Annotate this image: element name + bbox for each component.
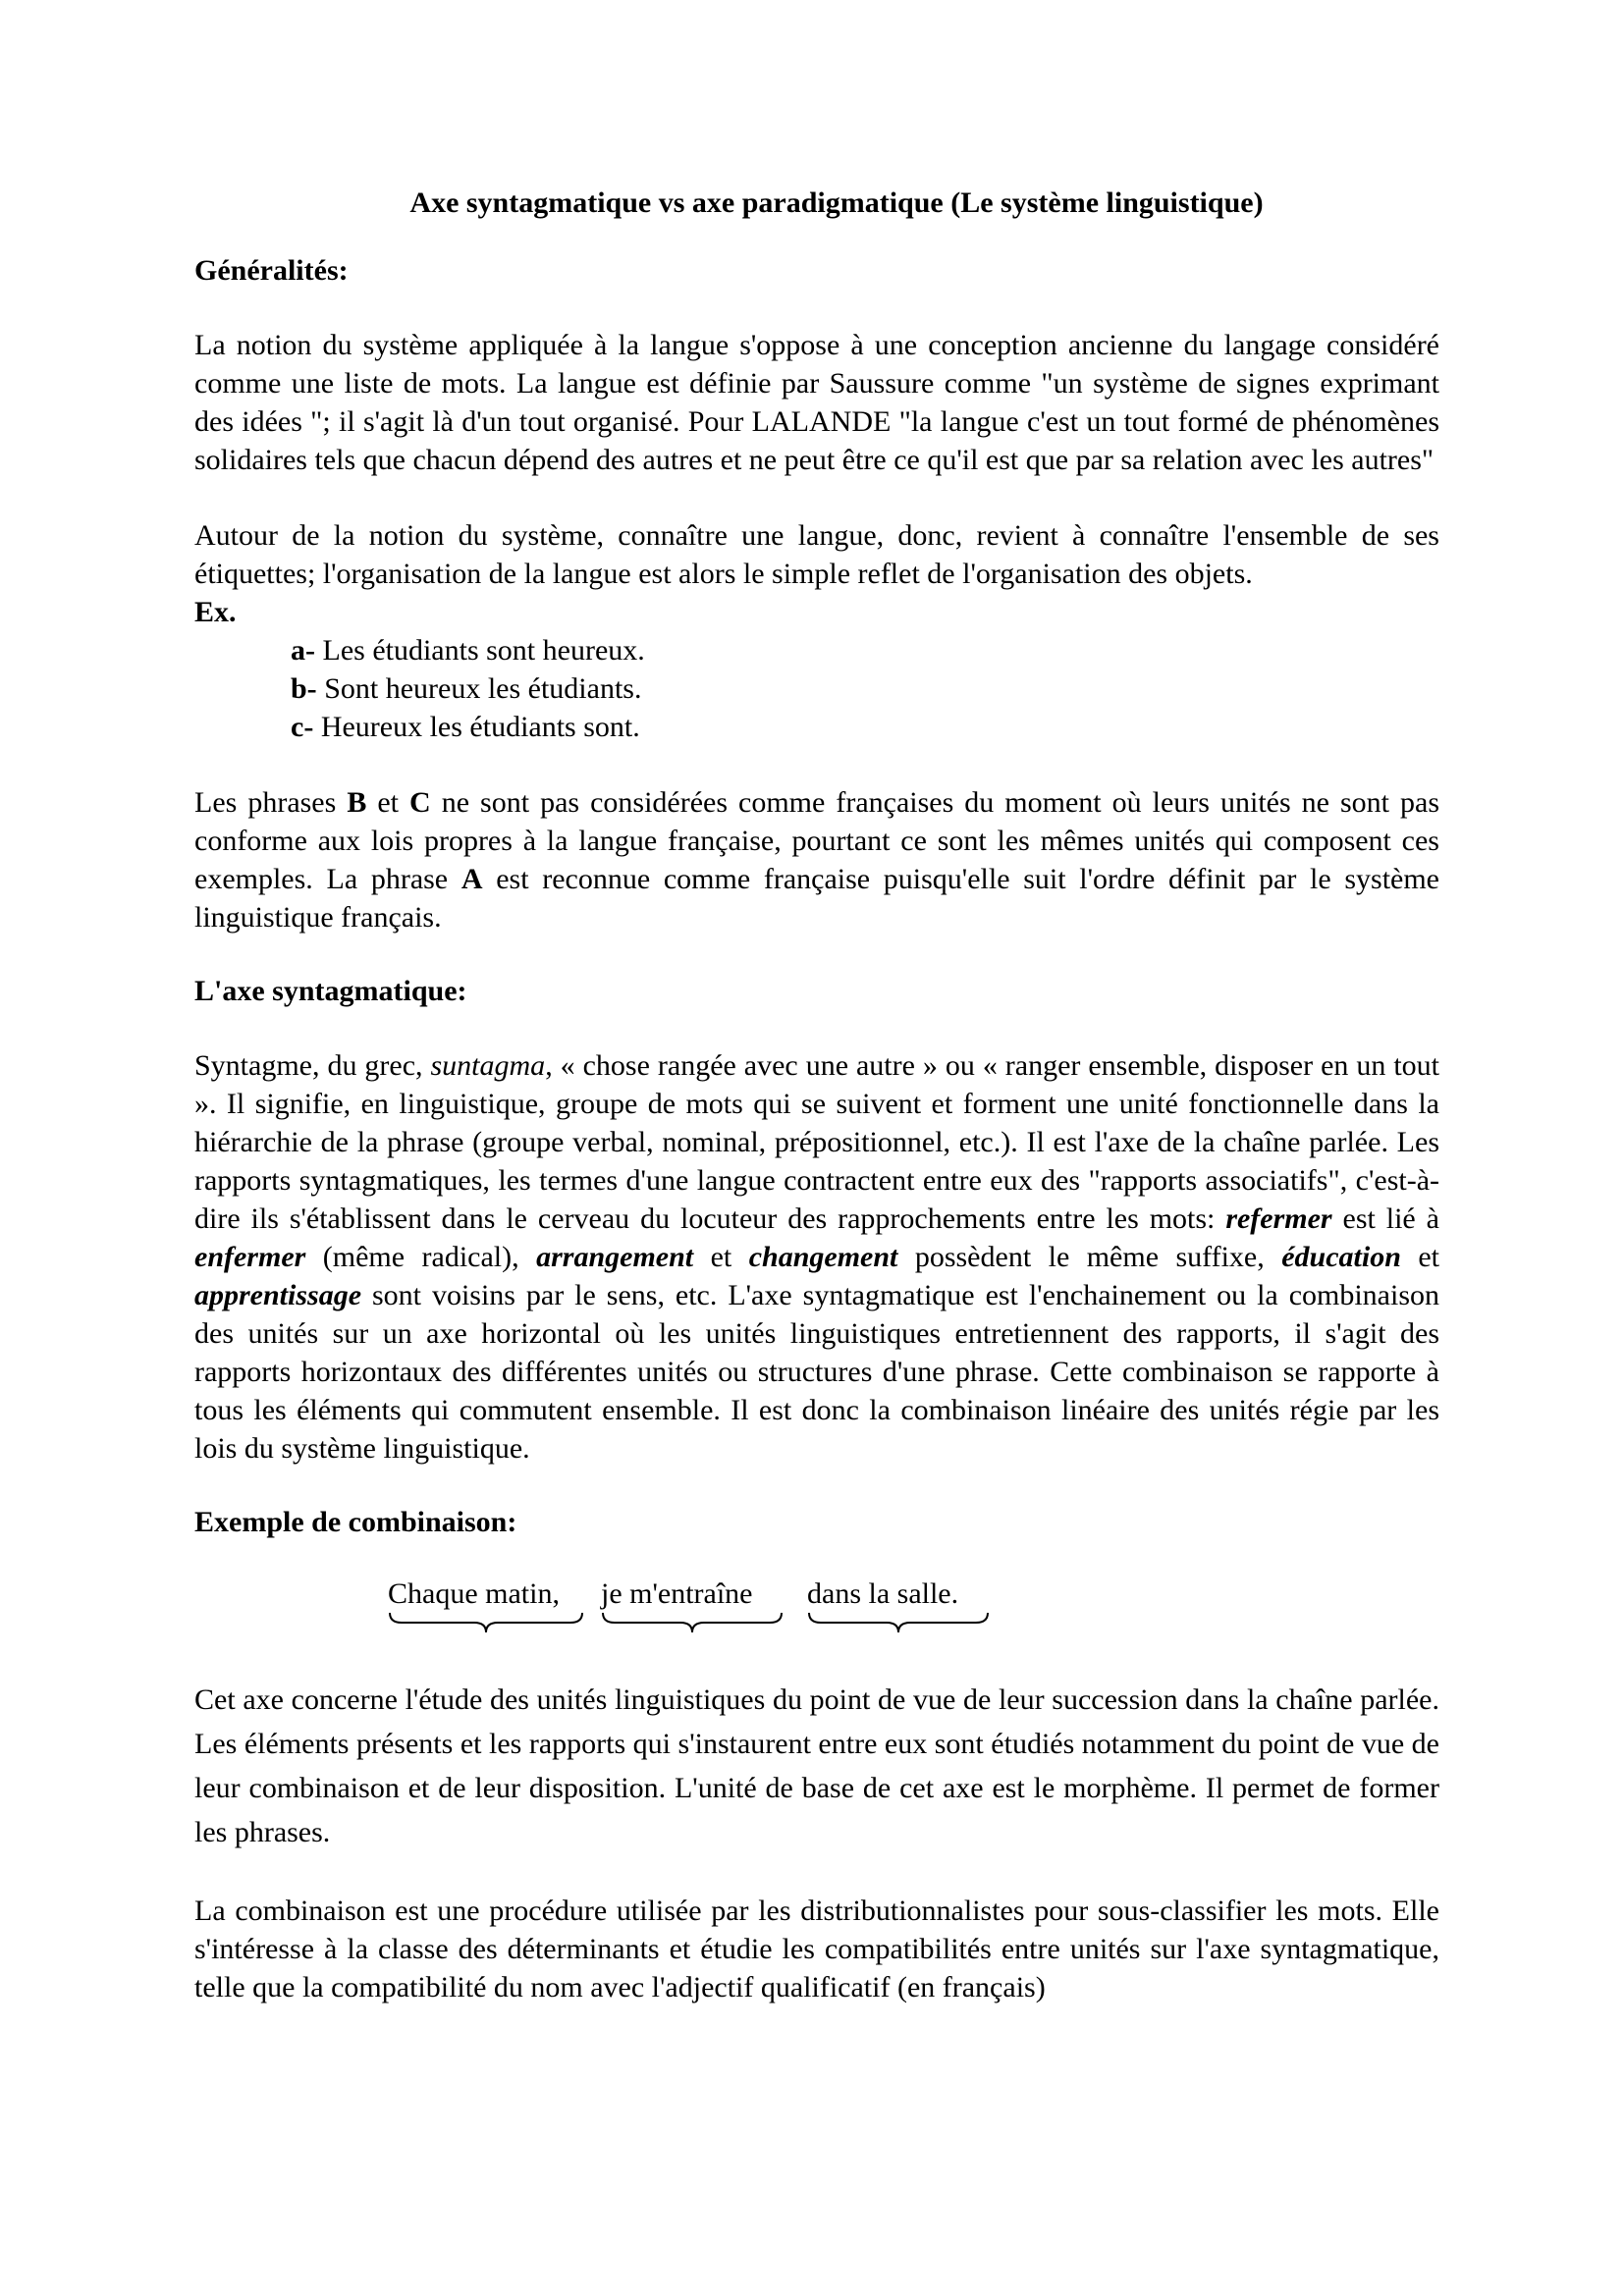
heading-generalites: Généralités:	[194, 254, 349, 287]
bold-italic-run: éducation	[1281, 1241, 1401, 1273]
segment-text: je m'entraîne	[601, 1577, 753, 1610]
example-marker: c-	[291, 711, 314, 743]
combination-segment	[388, 1577, 584, 1636]
text-run: (même radical),	[305, 1241, 537, 1273]
example-text: Les étudiants sont heureux.	[315, 634, 645, 667]
example-item-c	[291, 708, 1439, 746]
example-marker: a-	[291, 634, 315, 667]
combination-segment	[601, 1577, 784, 1636]
text-run: et	[366, 786, 410, 819]
heading-syntagmatique: L'axe syntagmatique:	[194, 975, 467, 1007]
bold-italic-run: enfermer	[194, 1241, 306, 1273]
example-text: Heureux les étudiants sont.	[313, 711, 640, 743]
text-run: possèdent le même suffixe,	[897, 1241, 1282, 1273]
paragraph-generalites-2: Autour de la notion du système, connaître une langue, donc, revient à connaître l'ensemble de ses étiquettes; l'organisation de la langue est alors le simple reflet de l'organisation des objets.	[194, 519, 1439, 590]
bold-run: B	[347, 786, 367, 819]
text-run: est reconnue comme française puisqu'elle suit l'ordre définit par le système linguistique français.	[194, 863, 1440, 934]
bold-run: A	[460, 863, 483, 895]
segment-text: dans la salle.	[807, 1577, 959, 1610]
brace-icon	[601, 1611, 784, 1636]
example-marker: b-	[291, 672, 317, 705]
italic-run: suntagma	[430, 1049, 546, 1082]
text-run: Syntagme, du grec,	[194, 1049, 431, 1082]
brace-icon	[388, 1611, 584, 1636]
text-run: est lié à	[1331, 1202, 1439, 1235]
segment-text: Chaque matin,	[388, 1577, 560, 1610]
document-page	[194, 187, 1439, 2044]
bold-italic-run: changement	[748, 1241, 898, 1273]
paragraph-syntagmatique-2: Cet axe concerne l'étude des unités linguistiques du point de vue de leur succession dans la chaîne parlée. Les éléments présents et les rapports qui s'instaurent entre eux sont étudiés notamment du point de vue de leur combinaison et de leur disposition. L'unité de base de cet axe est le morphème. Il permet de former les phrases.	[194, 1683, 1439, 1848]
paragraph-syntagmatique-3: La combinaison est une procédure utilisée par les distributionnalistes pour sous-classifier les mots. Elle s'intéresse à la classe des déterminants et étudie les compatibilités entre unités sur l'axe syntagmatique, telle que la compatibilité du nom avec l'adjectif qualificatif (en français)	[194, 1895, 1439, 2003]
text-run: ne sont pas considérées comme françaises du moment où leurs unités ne sont pas conforme aux lois propres à la langue française, pourtant ce sont les mêmes unités qui composent ces exemples. La phrase	[194, 786, 1440, 895]
page-title: Axe syntagmatique vs axe paradigmatique (Le système linguistique)	[409, 187, 1264, 219]
combination-segment	[807, 1577, 990, 1636]
example-item-b	[291, 669, 1439, 708]
paragraph-generalites-1: La notion du système appliquée à la langue s'oppose à une conception ancienne du langage considéré comme une liste de mots. La langue est définie par Saussure comme "un système de signes exprimant des idées "; il s'agit là d'un tout organisé. Pour LALANDE "la langue c'est un tout formé de phénomènes solidaires tels que chacun dépend des autres et ne peut être ce qu'il est que par sa relation avec les autres"	[194, 329, 1439, 476]
paragraph-syntagmatique-1	[194, 1046, 1439, 1468]
example-label: Ex.	[194, 596, 237, 628]
text-run: Les phrases	[194, 786, 348, 819]
text-run: , « chose rangée avec une autre » ou « ranger ensemble, disposer en un tout ». Il signifie, en linguistique, groupe de mots qui se suivent et forment une unité fonctionnelle dans la hiérarchie de la phrase (groupe verbal, nominal, prépositionnel, etc.). Il est l'axe de la chaîne parlée. Les rapports syntagmatiques, les termes d'une langue contractent entre eux des "rapports associatifs", c'est-à-dire ils s'établissent dans le cerveau du locuteur des rapprochements entre les mots:	[194, 1049, 1439, 1235]
brace-icon	[807, 1611, 990, 1636]
paragraph-generalites-3	[194, 783, 1439, 936]
example-text: Sont heureux les étudiants.	[316, 672, 642, 705]
bold-run: C	[409, 786, 431, 819]
text-run: et	[693, 1241, 749, 1273]
text-run: et	[1400, 1241, 1440, 1273]
example-item-a	[291, 631, 1439, 669]
bold-italic-run: arrangement	[536, 1241, 694, 1273]
heading-exemple-combinaison: Exemple de combinaison:	[194, 1506, 517, 1538]
combination-example	[194, 1577, 1439, 1658]
bold-italic-run: refermer	[1225, 1202, 1332, 1235]
bold-italic-run: apprentissage	[194, 1279, 362, 1311]
text-run: sont voisins par le sens, etc. L'axe syntagmatique est l'enchainement ou la combinaison des unités sur un axe horizontal où les unités linguistiques entretiennent des rapports, il s'agit des rapports horizontaux des différentes unités ou structures d'une phrase. Cette combinaison se rapporte à tous les éléments qui commutent ensemble. Il est donc la combinaison linéaire des unités régie par les lois du système linguistique.	[194, 1279, 1439, 1465]
example-list	[291, 631, 1439, 746]
